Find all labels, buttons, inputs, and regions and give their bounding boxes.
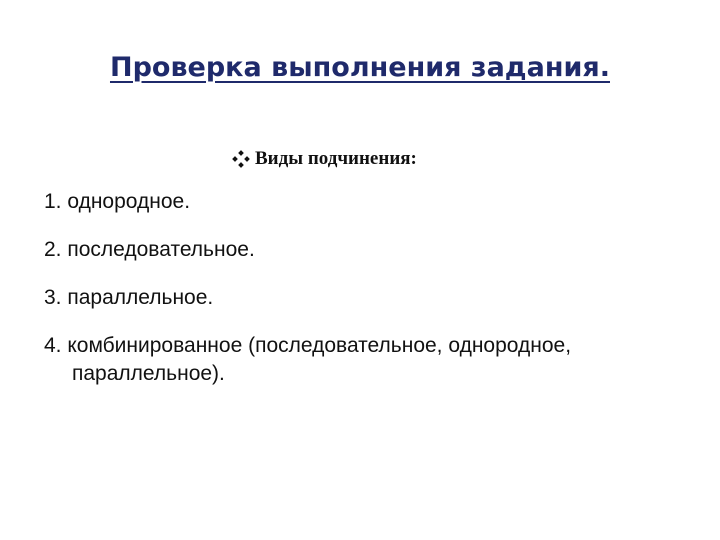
slide-title: [0, 52, 720, 83]
bullet-heading: [232, 148, 417, 170]
list-item: 1. однородное.: [44, 190, 191, 213]
list-item: 4. комбинированное (последовательное, однородное, параллельное).: [44, 334, 572, 385]
slide-title-text: Проверка выполнения задания.: [109, 52, 610, 83]
diamond-dots-icon: [232, 150, 250, 168]
types-list: [44, 188, 664, 408]
list-item: 2. последовательное.: [44, 238, 255, 261]
list-item: 3. параллельное.: [44, 286, 214, 309]
bullet-heading-text: Виды подчинения:: [255, 148, 417, 169]
